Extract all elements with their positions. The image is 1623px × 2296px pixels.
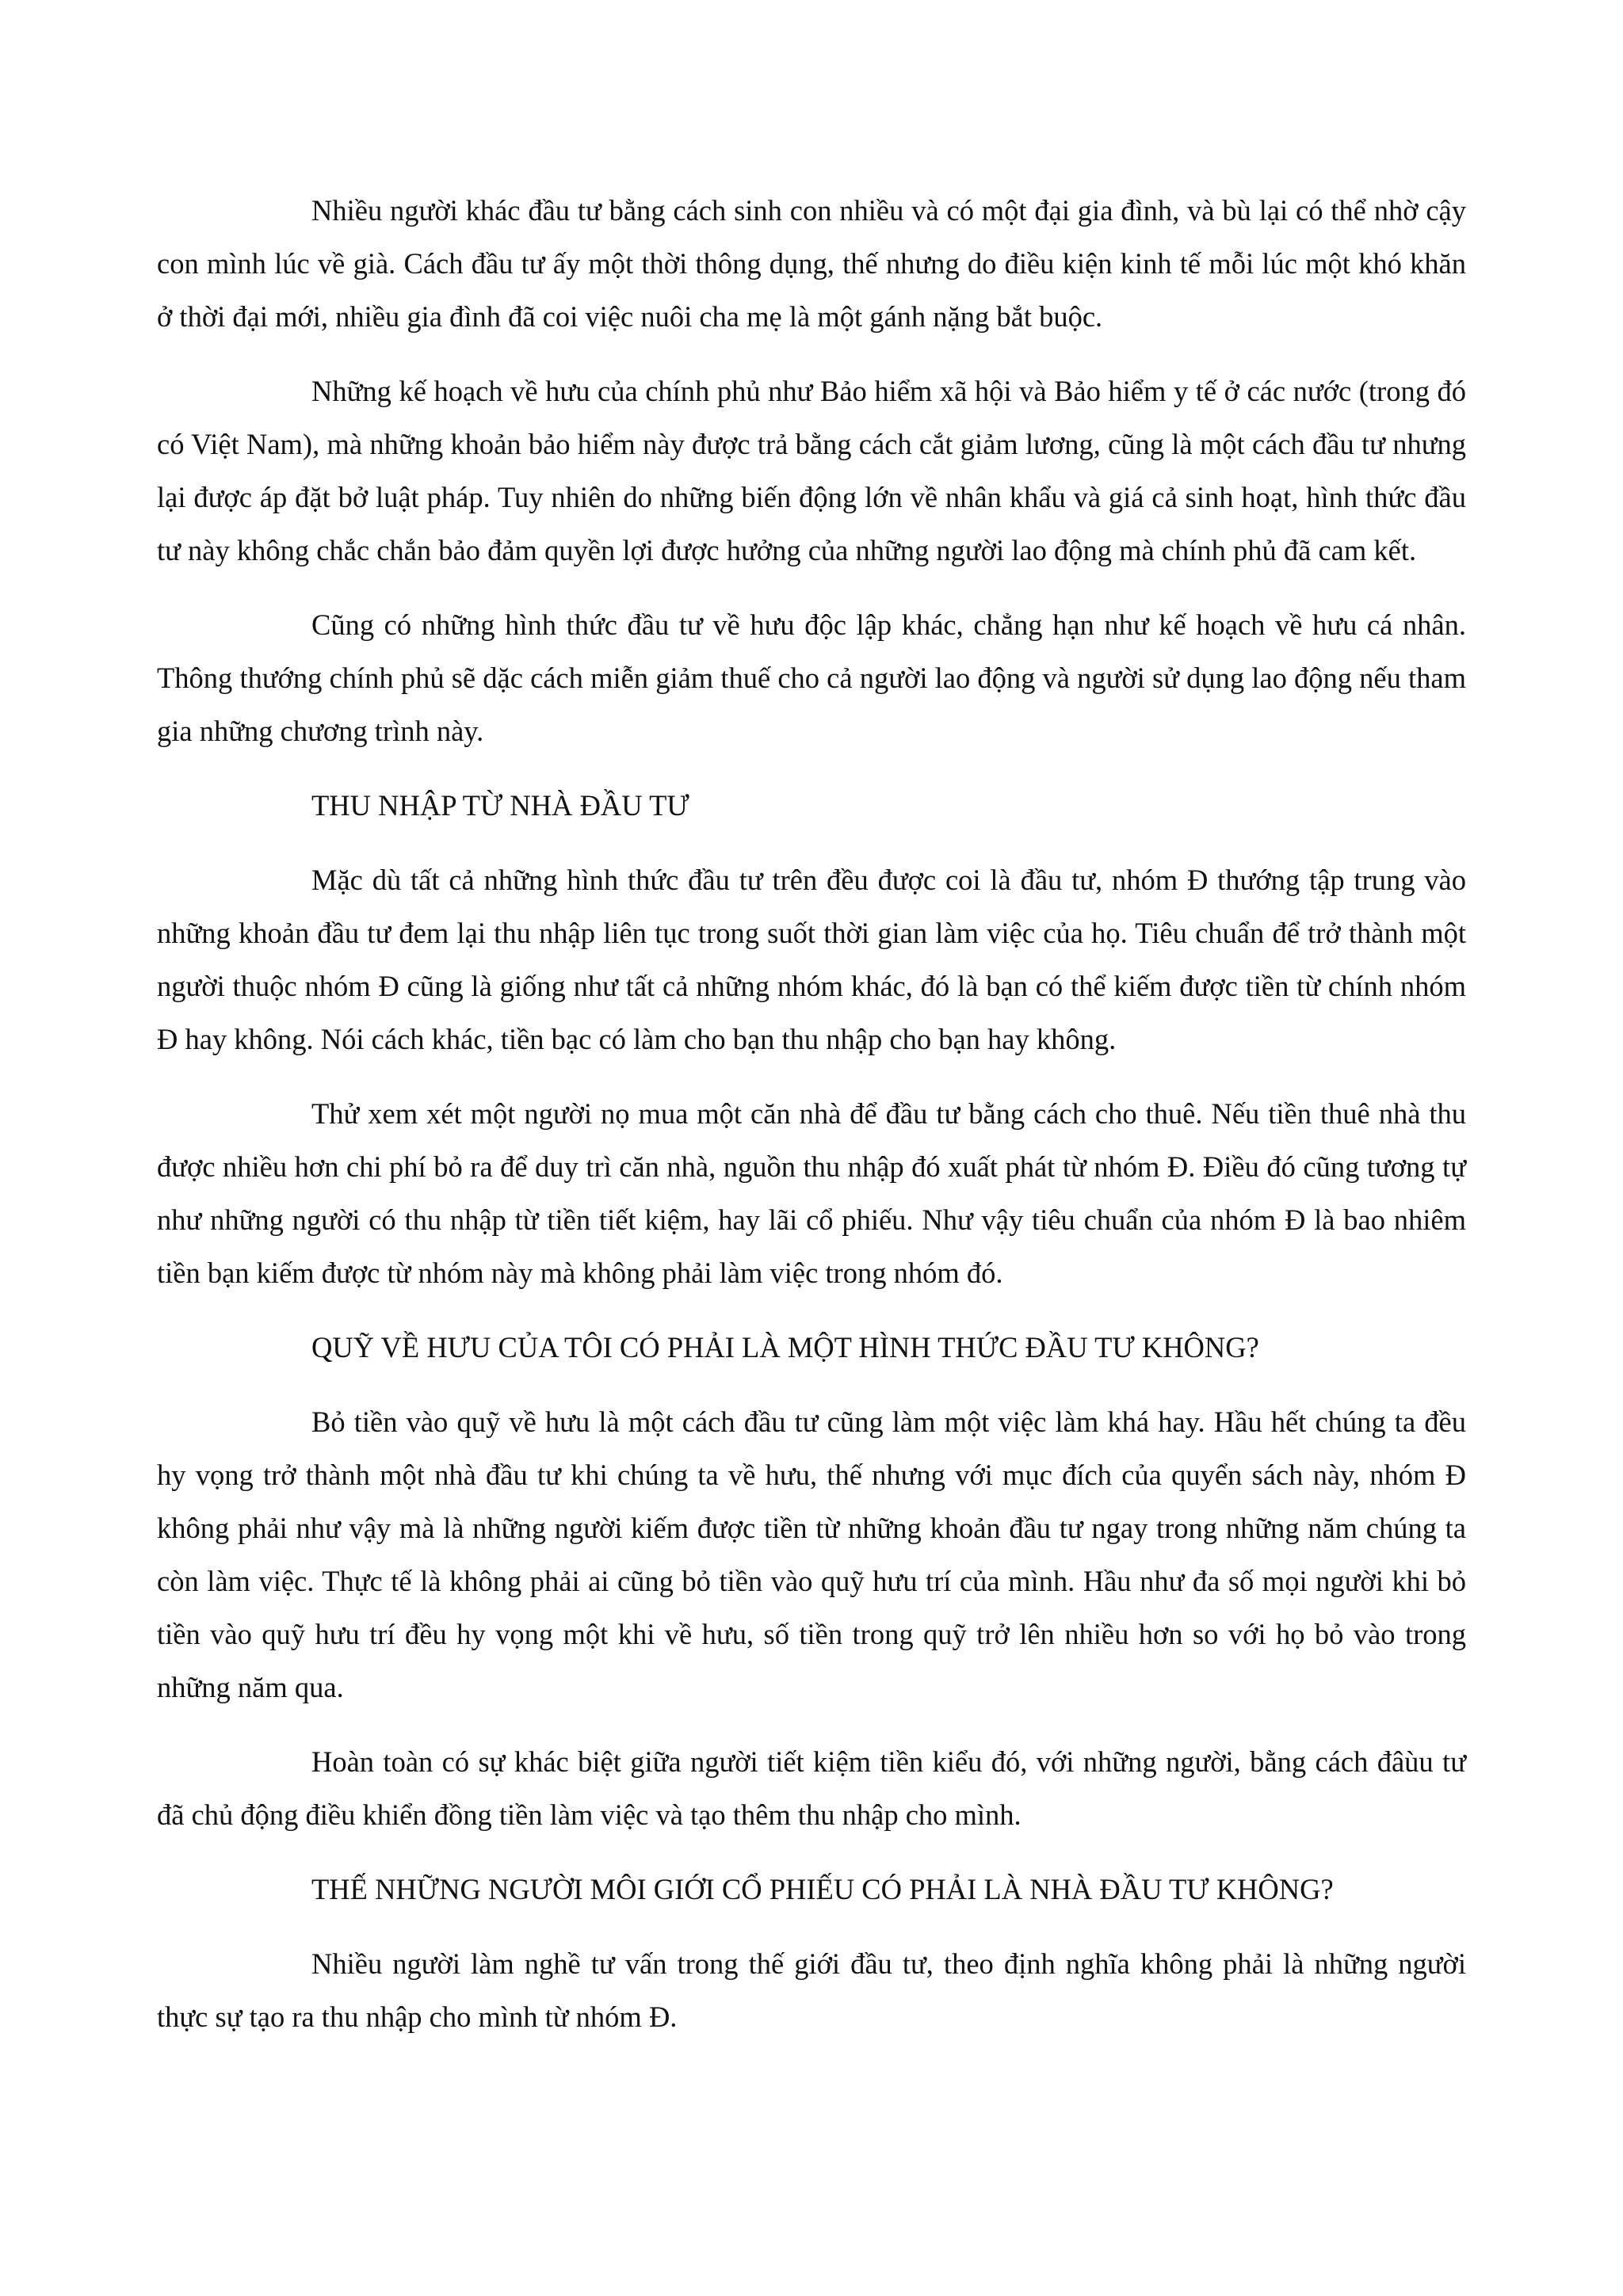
heading-income-from-investor: THU NHẬP TỪ NHÀ ĐẦU TƯ bbox=[311, 789, 689, 822]
paragraph-government-retirement-plans: Những kế hoạch về hưu của chính phủ như Bảo hiểm xã hội và Bảo hiểm y tế ở các nước (trong đó có Việt Nam), mà những khoản bảo hiểm này được trả bằng cách cắt giảm lương, cũng là một cách đầu tư nhưng lại được áp đặt bở luật pháp. Tuy nhiên do những biến động lớn về nhân khẩu và giá cả sinh hoạt, hình thức đầu tư này không chắc chắn bảo đảm quyền lợi được hưởng của những người lao động mà chính phủ đã cam kết. bbox=[157, 375, 1466, 566]
heading-retirement-fund-question: QUỸ VỀ HƯU CỦA TÔI CÓ PHẢI LÀ MỘT HÌNH THỨC ĐẦU TƯ KHÔNG? bbox=[311, 1331, 1259, 1363]
paragraph-independent-retirement-plans: Cũng có những hình thức đầu tư về hưu độc lập khác, chẳng hạn như kế hoạch về hưu cá nhân. Thông thướng chính phủ sẽ dặc cách miễn giảm thuế cho cả người lao động và người sử dụng lao động nếu tham gia những chương trình này. bbox=[157, 608, 1466, 747]
paragraph-retirement-fund: Bỏ tiền vào quỹ về hưu là một cách đầu tư cũng làm một việc làm khá hay. Hầu hết chúng ta đều hy vọng trở thành một nhà đầu tư khi chúng ta về hưu, thế nhưng với mục đích của quyển sách này, nhóm Đ không phải như vậy mà là những người kiếm được tiền từ những khoản đầu tư ngay trong những năm chúng ta còn làm việc. Thực tế là không phải ai cũng bỏ tiền vào quỹ hưu trí của mình. Hầu như đa số mọi người khi bỏ tiền vào quỹ hưu trí đều hy vọng một khi về hưu, số tiền trong quỹ trở lên nhiều hơn so với họ bỏ vào trong những năm qua. bbox=[157, 1405, 1466, 1703]
paragraph-advisors: Nhiều người làm nghề tư vấn trong thế giới đầu tư, theo định nghĩa không phải là những người thực sự tạo ra thu nhập cho mình từ nhóm Đ. bbox=[157, 1947, 1466, 2033]
paragraph-rental-house-example: Thử xem xét một người nọ mua một căn nhà để đầu tư bằng cách cho thuê. Nếu tiền thuê nhà thu được nhiều hơn chi phí bỏ ra để duy trì căn nhà, nguồn thu nhập đó xuất phát từ nhóm Đ. Điều đó cũng tương tự như những người có thu nhập từ tiền tiết kiệm, hay lãi cổ phiếu. Như vậy tiêu chuẩn của nhóm Đ là bao nhiêm tiền bạn kiếm được từ nhóm này mà không phải làm việc trong nhóm đó. bbox=[157, 1097, 1466, 1289]
paragraph-raising-children: Nhiều người khác đầu tư bằng cách sinh con nhiều và có một đại gia đình, và bù lại có thể nhờ cậy con mình lúc về già. Cách đầu tư ấy một thời thông dụng, thế nhưng do điều kiện kinh tế mỗi lúc một khó khăn ở thời đại mới, nhiều gia đình đã coi việc nuôi cha mẹ là một gánh nặng bắt buộc. bbox=[157, 194, 1466, 333]
heading-stock-broker-question: THẾ NHỮNG NGƯỜI MÔI GIỚI CỔ PHIẾU CÓ PHẢI LÀ NHÀ ĐẦU TƯ KHÔNG? bbox=[311, 1873, 1334, 1905]
paragraph-saver-vs-investor: Hoàn toàn có sự khác biệt giữa người tiết kiệm tiền kiểu đó, với những người, bằng cách đâùu tư đã chủ động điều khiển đồng tiền làm việc và tạo thêm thu nhập cho mình. bbox=[157, 1745, 1466, 1831]
document-body bbox=[157, 184, 1466, 2065]
paragraph-group-d-standard: Mặc dù tất cả những hình thức đầu tư trên đều được coi là đầu tư, nhóm Đ thướng tập trung vào những khoản đầu tư đem lại thu nhập liên tục trong suốt thời gian làm việc của họ. Tiêu chuẩn để trở thành một người thuộc nhóm Đ cũng là giống như tất cả những nhóm khác, đó là bạn có thể kiếm được tiền từ chính nhóm Đ hay không. Nói cách khác, tiền bạc có làm cho bạn thu nhập cho bạn hay không. bbox=[157, 864, 1466, 1055]
